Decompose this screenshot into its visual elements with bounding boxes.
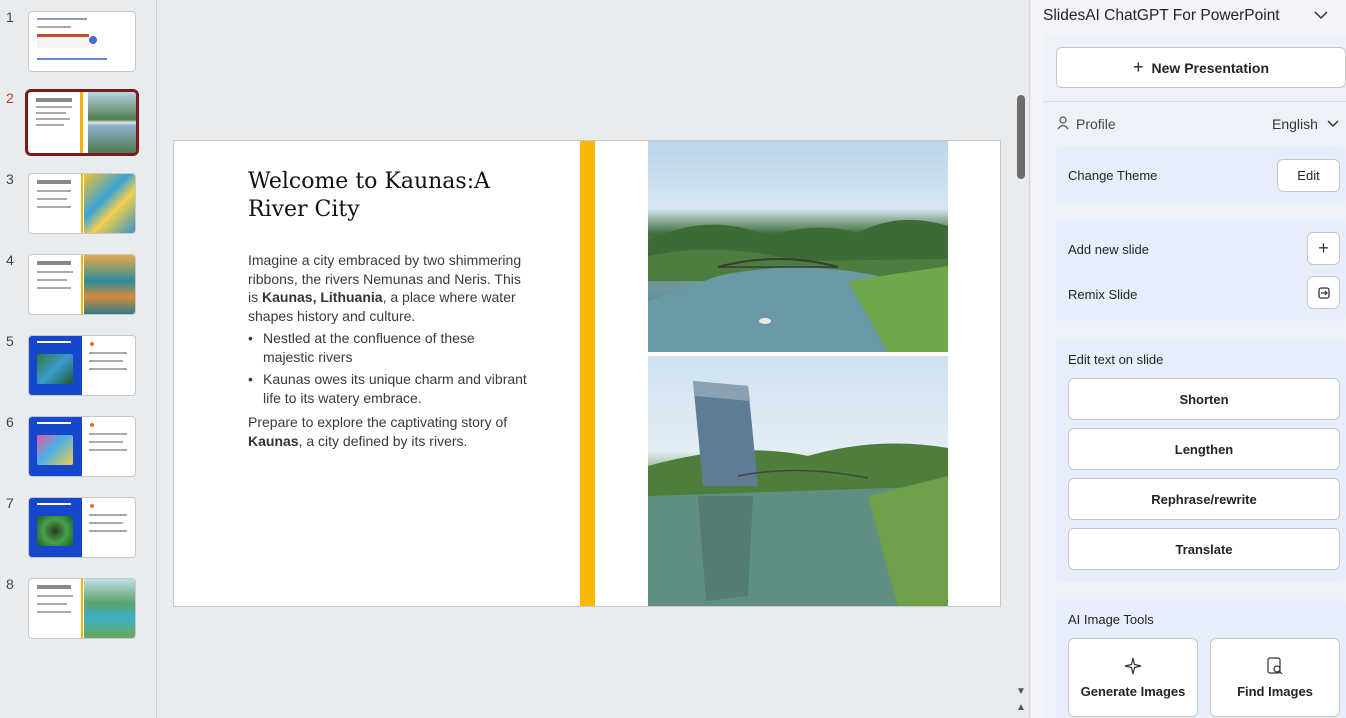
remix-slide-label: Remix Slide — [1068, 287, 1138, 302]
intro-bold-text: Kaunas, Lithuania — [262, 289, 383, 305]
thumbnail-row-6[interactable] — [0, 416, 157, 478]
thumb-line — [37, 190, 71, 192]
image-search-icon — [1265, 656, 1285, 676]
slide-thumbnail-4[interactable] — [28, 254, 136, 315]
thumb-line — [89, 441, 123, 443]
thumb-line — [37, 611, 71, 613]
thumb-line — [89, 522, 123, 524]
change-theme-card — [1056, 146, 1346, 204]
generate-images-label: Generate Images — [1080, 684, 1186, 699]
slide-thumbnail-7[interactable] — [28, 497, 136, 558]
plus-icon: + — [1133, 57, 1144, 77]
divider — [1043, 101, 1346, 102]
thumb-dot — [90, 504, 94, 508]
slide-thumbnail-2[interactable] — [25, 89, 139, 156]
shorten-button[interactable]: Shorten — [1068, 378, 1340, 420]
thumb-image — [84, 255, 136, 314]
thumb-dot — [89, 36, 97, 44]
add-slide-button[interactable] — [1307, 232, 1340, 265]
thumb-title — [36, 98, 72, 102]
thumb-line — [89, 433, 127, 435]
slide-number: 4 — [6, 252, 14, 268]
thumb-line — [89, 530, 127, 532]
slide-thumbnail-8[interactable] — [28, 578, 136, 639]
outro-paragraph — [248, 413, 528, 450]
slide-number: 5 — [6, 333, 14, 349]
thumb-line — [37, 198, 67, 200]
sparkle-icon — [1123, 656, 1143, 676]
change-theme-label: Change Theme — [1068, 168, 1158, 183]
language-chevron-icon[interactable] — [1327, 117, 1339, 132]
slide-thumbnail-3[interactable] — [28, 173, 136, 234]
slide-thumbnail-pane — [0, 0, 157, 718]
profile-label[interactable]: Profile — [1076, 116, 1116, 132]
building-river-illustration — [648, 356, 948, 607]
new-presentation-button[interactable] — [1056, 47, 1346, 88]
thumb-accent-bar — [81, 579, 83, 638]
outro-text: Prepare to explore the captivating story of — [248, 414, 508, 430]
new-presentation-label: New Presentation — [1151, 59, 1269, 76]
bullet-list — [248, 329, 528, 407]
thumb-dot — [90, 342, 94, 346]
ai-image-tools-heading: AI Image Tools — [1068, 612, 1154, 627]
edit-text-heading: Edit text on slide — [1068, 352, 1164, 367]
thumb-accent-bar — [81, 255, 83, 314]
slide-thumbnail-5[interactable] — [28, 335, 136, 396]
scrollbar-thumb[interactable] — [1017, 95, 1025, 179]
thumb-line — [36, 112, 66, 114]
intro-text: Imagine a city embraced by two shimmering ribbons, the rivers Nemunas and Neris. This is — [248, 252, 522, 305]
thumb-line — [37, 279, 67, 281]
thumb-line — [37, 18, 87, 20]
thumb-line — [89, 514, 127, 516]
bullet-item: • Nestled at the confluence of these majestic rivers — [248, 329, 528, 366]
current-slide[interactable] — [173, 140, 1001, 607]
thumb-line — [37, 26, 71, 28]
find-images-label: Find Images — [1237, 684, 1313, 699]
slide-number: 6 — [6, 414, 14, 430]
scroll-pin-icon[interactable]: ▲ — [1016, 702, 1026, 713]
generate-images-button[interactable] — [1068, 638, 1198, 717]
intro-text-end: , a place where water shapes history and culture. — [248, 289, 516, 324]
thumb-line — [37, 422, 71, 424]
thumb-line — [89, 360, 123, 362]
slide-number: 3 — [6, 171, 14, 187]
remix-slide-button[interactable] — [1307, 276, 1340, 309]
slidesai-task-pane — [1031, 0, 1346, 718]
thumb-accent-bar — [81, 174, 83, 233]
thumbnail-row-4[interactable] — [0, 254, 157, 316]
thumbnail-row-7[interactable] — [0, 497, 157, 559]
thumb-line — [37, 271, 73, 273]
thumbnail-row-5[interactable] — [0, 335, 157, 397]
slide-number: 2 — [6, 90, 14, 106]
yellow-accent-bar — [580, 141, 595, 607]
slide-body-text[interactable] — [248, 251, 528, 454]
bullet-item: • Kaunas owes its unique charm and vibrant life to its watery embrace. — [248, 370, 528, 407]
person-icon — [1057, 116, 1069, 133]
add-new-slide-label: Add new slide — [1068, 242, 1149, 257]
slide-number: 1 — [6, 9, 14, 25]
thumb-title — [37, 261, 71, 265]
edit-theme-button[interactable]: Edit — [1277, 159, 1340, 192]
thumbnail-row-1[interactable] — [0, 11, 157, 73]
language-select[interactable]: English — [1272, 116, 1318, 132]
thumb-image — [84, 579, 136, 638]
slide-thumbnail-1[interactable] — [28, 11, 136, 72]
thumb-dot — [90, 423, 94, 427]
thumb-line — [37, 603, 67, 605]
slide-number: 8 — [6, 576, 14, 592]
vertical-scrollbar[interactable] — [1014, 0, 1030, 718]
thumb-line — [37, 341, 71, 343]
refresh-icon — [1316, 285, 1332, 301]
slide-number: 7 — [6, 495, 14, 511]
thumbnail-row-3[interactable] — [0, 173, 157, 235]
pane-header — [1031, 0, 1346, 34]
thumb-line — [36, 124, 64, 126]
edit-text-card — [1056, 339, 1346, 582]
thumb-table — [37, 34, 89, 48]
rephrase-button[interactable]: Rephrase/rewrite — [1068, 478, 1340, 520]
thumb-line — [37, 595, 73, 597]
thumb-line — [36, 118, 70, 120]
modern-building-river-photo[interactable] — [648, 356, 948, 607]
slide-editor-canvas — [158, 0, 1014, 718]
thumb-line — [89, 352, 127, 354]
slide-thumbnail-6[interactable] — [28, 416, 136, 477]
thumb-line — [37, 58, 107, 60]
scroll-down-arrow-icon[interactable]: ▼ — [1016, 686, 1026, 697]
pane-body — [1043, 34, 1346, 718]
lengthen-button[interactable]: Lengthen — [1068, 428, 1340, 470]
thumb-title — [37, 585, 71, 589]
translate-button[interactable]: Translate — [1068, 528, 1340, 570]
thumb-line — [89, 368, 127, 370]
slide-title[interactable]: Welcome to Kaunas:A River City — [248, 169, 490, 222]
thumb-image — [84, 174, 136, 233]
outro-bold-text: Kaunas — [248, 432, 299, 449]
river-bridge-illustration — [648, 141, 948, 352]
thumb-accent-bar — [80, 92, 83, 153]
thumb-line — [37, 503, 71, 505]
intro-paragraph — [248, 251, 528, 325]
plus-icon: + — [1318, 238, 1329, 258]
thumb-image — [88, 92, 136, 153]
thumb-line — [37, 206, 71, 208]
thumb-line — [36, 106, 72, 108]
pane-title: SlidesAI ChatGPT For PowerPoint — [1043, 7, 1280, 24]
chevron-down-icon[interactable] — [1313, 7, 1329, 23]
slide-actions-card — [1056, 220, 1346, 321]
ai-image-tools-card — [1056, 599, 1346, 718]
outro-text-end: , a city defined by its rivers. — [298, 432, 468, 449]
thumb-line — [37, 287, 71, 289]
thumb-image — [37, 435, 73, 465]
thumb-image — [37, 516, 73, 546]
thumbnail-row-2[interactable] — [0, 92, 157, 154]
thumb-line — [89, 449, 127, 451]
find-images-button[interactable] — [1210, 638, 1340, 717]
thumbnail-row-8[interactable] — [0, 578, 157, 640]
thumb-title — [37, 180, 71, 184]
thumb-image — [37, 354, 73, 384]
river-bridge-photo[interactable] — [648, 141, 948, 352]
